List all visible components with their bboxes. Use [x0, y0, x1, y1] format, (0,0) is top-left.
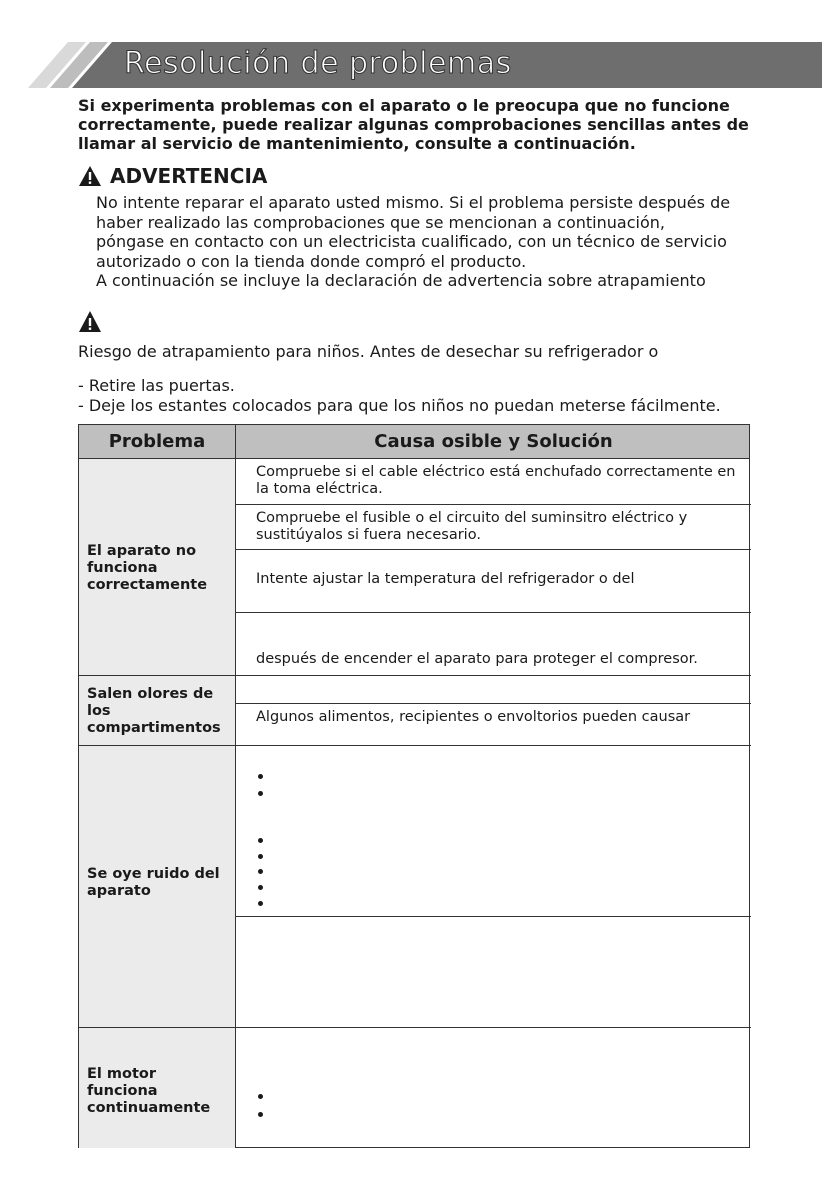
warning-line: autorizado o con la tienda donde compró el producto.: [96, 251, 527, 271]
cause-text: Compruebe el fusible o el circuito del suminsitro eléctrico y sustitúyalos si fuera necesario.: [256, 510, 688, 543]
problem-cell: [79, 459, 236, 676]
bullet-icon: [258, 901, 263, 906]
bullet-icon: [258, 869, 263, 874]
problem-label: El motor funciona continuamente: [87, 1066, 211, 1116]
page-header-banner: [28, 42, 822, 88]
troubleshooting-table: [78, 424, 750, 1148]
bullet-icon: [258, 838, 263, 843]
bullet-icon: [258, 1094, 263, 1099]
header-problem: Problema: [79, 425, 236, 459]
problem-label: El aparato no funciona correctamente: [87, 543, 208, 593]
bullet-icon: [258, 791, 263, 796]
intro-text: Si experimenta problemas con el aparato o le preocupa que no funcione correctamente, puede realizar algunas comprobaciones sencillas antes de llamar al servicio de mantenimiento, consulte a continuación.: [78, 96, 749, 153]
problem-label: Se oye ruido del aparato: [87, 866, 220, 899]
cause-cell: [236, 917, 751, 1028]
problem-cell: [79, 746, 236, 1028]
warning-line: póngase en contacto con un electricista cualificado, con un técnico de servicio: [96, 232, 727, 251]
warning-body: [96, 193, 796, 291]
cause-cell: [236, 704, 751, 746]
bullet-icon: [258, 854, 263, 859]
list-item: - Retire las puertas.: [78, 376, 235, 395]
cause-cell: [236, 613, 751, 676]
cause-cell: [236, 1028, 751, 1148]
cause-cell: [236, 550, 751, 613]
entrapment-risk-text: Riesgo de atrapamiento para niños. Antes de desechar su refrigerador o: [78, 342, 659, 361]
table-header-row: [79, 425, 749, 459]
warning-line: No intente reparar el aparato usted mismo. Si el problema persiste después de: [96, 193, 731, 212]
warning-line: A continuación se incluye la declaración de advertencia sobre atrapamiento: [96, 271, 706, 290]
cause-text: Compruebe si el cable eléctrico está enchufado correctamente en la toma eléctrica.: [256, 464, 736, 497]
warning-heading: [78, 162, 267, 190]
warning-triangle-icon: [78, 310, 102, 338]
warning-title: ADVERTENCIA: [110, 164, 268, 188]
problem-cell: [79, 1028, 236, 1148]
cause-cell: [236, 505, 751, 550]
cause-cell: [236, 676, 751, 704]
cause-text: después de encender el aparato para proteger el compresor.: [256, 651, 698, 667]
header-cause-solution: Causa osible y Solución: [374, 431, 613, 452]
bullet-icon: [258, 774, 263, 779]
list-item: - Deje los estantes colocados para que los niños no puedan meterse fácilmente.: [78, 396, 721, 415]
problem-cell: [79, 676, 236, 746]
bullet-icon: [258, 1112, 263, 1117]
problem-label: Salen olores de los compartimentos: [87, 686, 221, 736]
cause-text: Intente ajustar la temperatura del refrigerador o del: [256, 571, 635, 587]
warning-triangle-icon: [78, 165, 102, 187]
cause-cell: [236, 746, 751, 917]
warning-line: haber realizado las comprobaciones que se mencionan a continuación,: [96, 212, 665, 232]
page-title: Resolución de problemas: [124, 46, 512, 81]
entrapment-steps: [78, 376, 721, 416]
bullet-icon: [258, 885, 263, 890]
cause-cell: [236, 459, 751, 505]
cause-text: Algunos alimentos, recipientes o envoltorios pueden causar: [256, 709, 691, 725]
